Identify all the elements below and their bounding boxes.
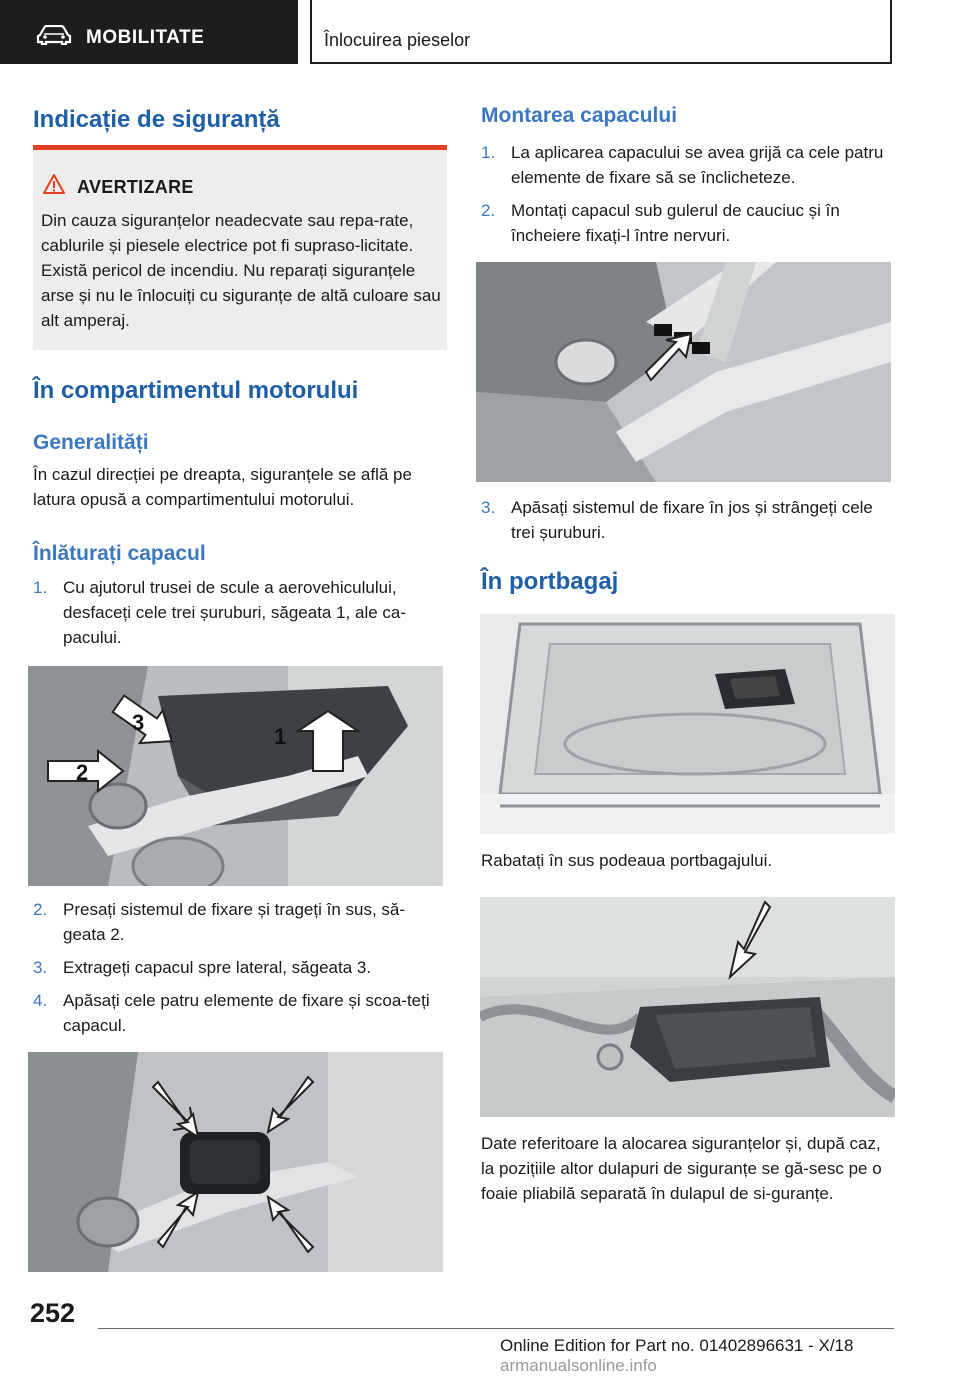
page-number: 252 — [30, 1298, 76, 1328]
engine-compartment-heading: În compartimentul motorului — [33, 377, 359, 404]
remove-steps-list-b — [33, 897, 447, 1046]
step-number: 2. — [33, 900, 48, 919]
general-heading: Generalități — [33, 431, 149, 454]
general-text: În cazul direcției pe dreapta, siguranțele se află pe latura opusă a compartimentului motorului. — [33, 465, 412, 509]
list-item — [481, 495, 893, 545]
chapter-title: Înlocuirea pieselor — [324, 30, 471, 50]
warning-title: AVERTIZARE — [77, 177, 194, 197]
list-item — [33, 988, 447, 1038]
trunk-floor-photo — [480, 614, 895, 834]
mount-steps-list-a — [481, 140, 893, 256]
step-number: 1. — [33, 578, 48, 597]
section-tab — [0, 0, 298, 64]
mount-steps-list-b — [481, 495, 893, 553]
step-text: Montați capacul sub gulerul de cauciuc și în încheiere fixați-l între nervuri. — [511, 201, 840, 245]
step-text: La aplicarea capacului se avea grijă ca cele patru elemente de fixare să se înclicheteze. — [511, 143, 884, 187]
car-icon — [36, 25, 72, 45]
step-number: 4. — [33, 991, 48, 1010]
warning-text: Din cauza siguranțelor neadecvate sau repa-rate, cablurile și piesele electrice pot fi supraso-licitate. Există pericol de incendiu. Nu reparați siguranțele arse și nu le înlocuiți cu siguranțe de altă culoare sau alt amperaj. — [41, 211, 441, 330]
footer-divider — [98, 1328, 894, 1329]
watermark: armanualsonline.info — [500, 1356, 657, 1375]
chapter-tab — [310, 0, 892, 64]
step-text: Extrageți capacul spre lateral, săgeata 3. — [63, 958, 372, 977]
remove-steps-list-a — [33, 575, 447, 658]
section-title: MOBILITATE — [86, 27, 205, 48]
list-item — [33, 575, 447, 650]
step-text: Presați sistemul de fixare și trageți în sus, să-geata 2. — [63, 900, 406, 944]
step-text: Cu ajutorul trusei de scule a aerovehiculului, desfaceți cele trei șuruburi, săgeata 1, ale ca-pacului. — [63, 578, 407, 647]
step-number: 1. — [481, 143, 496, 162]
cover-mount-photo — [476, 262, 891, 482]
list-item — [33, 897, 447, 947]
list-item — [481, 198, 893, 248]
step-number: 2. — [481, 201, 496, 220]
list-item — [33, 955, 447, 980]
remove-cover-heading: Înlăturați capacul — [33, 542, 206, 565]
list-item — [481, 140, 893, 190]
trunk-caption: Rabatați în sus podeaua portbagajului. — [481, 851, 773, 870]
arrow-label-2: 2 — [76, 760, 89, 785]
arrow-label-3: 3 — [132, 710, 145, 735]
engine-cover-photo — [28, 666, 443, 886]
warning-icon — [43, 174, 65, 194]
step-number: 3. — [33, 958, 48, 977]
step-text: Apăsați cele patru elemente de fixare și scoa-teți capacul. — [63, 991, 430, 1035]
warning-box — [33, 145, 447, 350]
arrow-label-1: 1 — [274, 724, 287, 749]
safety-heading: Indicație de siguranță — [33, 106, 280, 133]
trunk-fuse-box-photo — [480, 897, 895, 1117]
fuse-box-engine-photo — [28, 1052, 443, 1272]
footer-text — [500, 1336, 960, 1376]
trunk-heading: În portbagaj — [481, 568, 619, 595]
step-number: 3. — [481, 498, 496, 517]
step-text: Apăsați sistemul de fixare în jos și strângeți cele trei șuruburi. — [511, 498, 873, 542]
edition-text: Online Edition for Part no. 01402896631 - X/18 — [500, 1336, 854, 1355]
trunk-info-text: Date referitoare la alocarea siguranțelor și, după caz, la pozițiile altor dulapuri de siguranțe se gă-sesc pe o foaie pliabilă separată în dulapul de si-guranțe. — [481, 1134, 882, 1203]
mount-cover-heading: Montarea capacului — [481, 104, 678, 127]
